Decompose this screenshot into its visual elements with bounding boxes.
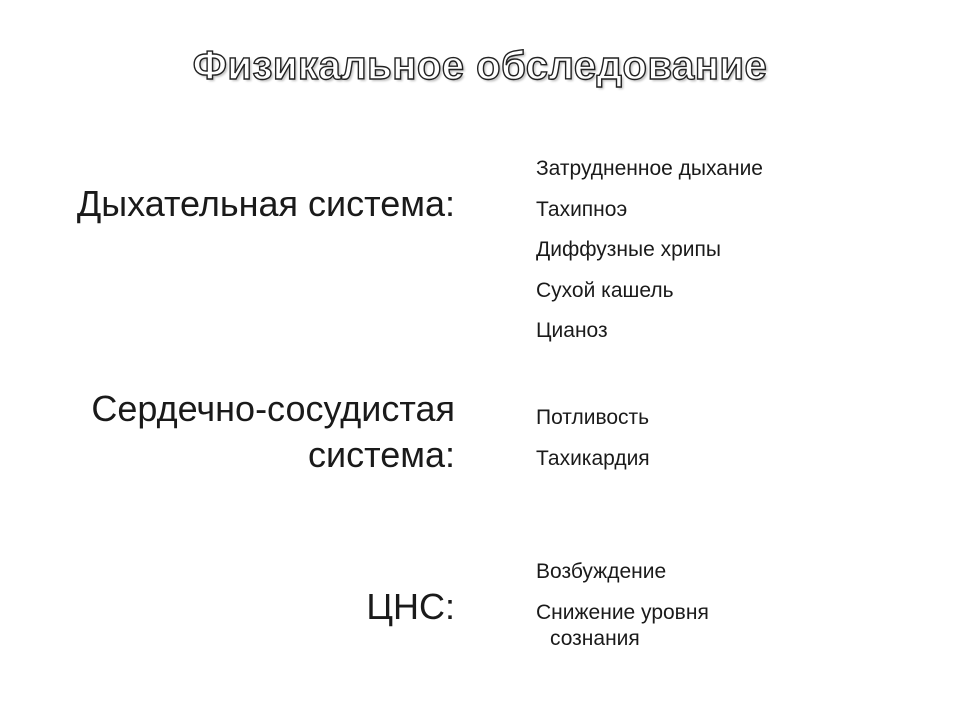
list-item: Тахипноэ <box>536 197 628 221</box>
slide-title: Физикальное обследование <box>192 44 768 88</box>
cns-signs-list <box>536 559 776 666</box>
list-item-line: Снижение уровня <box>536 600 709 624</box>
section-label-respiratory <box>77 181 455 227</box>
list-item: Диффузные хрипы <box>536 238 721 261</box>
section-label-cardiovascular <box>91 386 455 478</box>
list-item: Тахикардия <box>536 446 650 470</box>
respiratory-signs-list <box>536 156 763 359</box>
list-item: Потливость <box>536 406 650 429</box>
cardiovascular-signs-list <box>536 405 650 486</box>
list-item-line: сознания <box>550 626 640 650</box>
section-label-line: Дыхательная система: <box>76 183 455 224</box>
list-item: Возбуждение <box>536 560 667 583</box>
list-item: Затрудненное дыхание <box>536 157 763 180</box>
section-label-line: система: <box>308 434 455 475</box>
section-label-cns <box>366 584 455 630</box>
list-item: Сухой кашель <box>536 278 674 302</box>
list-item: Цианоз <box>536 319 608 342</box>
section-label-line: Сердечно-сосудистая <box>91 388 455 429</box>
section-label-line: ЦНС: <box>366 586 455 627</box>
list-item <box>536 600 776 652</box>
